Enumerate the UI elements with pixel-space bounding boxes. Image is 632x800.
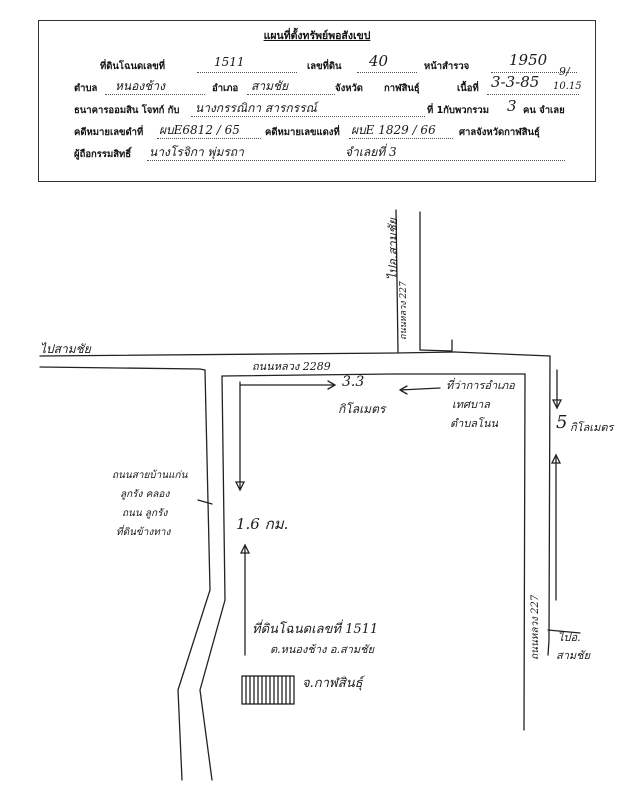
label-road-227-right: ถนนหลวง 227 (530, 594, 541, 660)
defendant-count-value: 3 (507, 97, 517, 115)
label-plot-line1: ที่ดินโฉนดเลขที่ 1511 (252, 622, 379, 637)
label-school-line2: ลูกรัง คลอง (120, 489, 170, 500)
black-case-label: คดีหมายเลขดำที่ (74, 127, 144, 138)
side-road-right-edge (200, 376, 225, 780)
defendant-suffix: คน จำเลย (523, 105, 565, 116)
label-plot-line2: ต.หนองช้าง อ.สามชัย (270, 643, 375, 656)
red-case-value: ผบE 1829 / 66 (351, 123, 436, 137)
court-label: ศาลจังหวัดกาฬสินธุ์ (459, 127, 540, 138)
label-plot-line3: จ.กาฬสินธุ์ (302, 676, 363, 691)
area-fraction-top: 9/ (559, 65, 570, 78)
plaintiff-label: ธนาคารออมสิน โจทก์ กับ (74, 105, 180, 116)
land-plot-hatch (242, 676, 294, 704)
deed-value: 1511 (214, 55, 245, 69)
arrow-office-line (400, 388, 440, 390)
owner-label: ผู้ถือกรรมสิทธิ์ (74, 149, 132, 160)
red-case-label: คดีหมายเลขแดงที่ (265, 127, 340, 138)
subdistrict-value: หนองช้าง (115, 79, 165, 93)
defendant-count-label: ที่ 1กับพวกรวม (427, 105, 490, 116)
label-distance-3-3: 3.3 (342, 374, 365, 390)
province-label: จังหวัด (335, 83, 363, 94)
black-case-value: ผบE6812 / 65 (159, 123, 240, 137)
area-fraction-bottom: 10.15 (553, 81, 582, 92)
survey-value: 1950 (509, 51, 548, 69)
label-top-road-end: ไปอ.สามชัย (386, 218, 400, 280)
label-distance-3-3-unit: กิโลเมตร (338, 402, 386, 416)
label-office-line3: ตำบลโนน (450, 417, 498, 430)
label-school-line1: ถนนสายบ้านแก่น (112, 470, 188, 481)
road-2289-bottom-edge (40, 367, 205, 370)
deed-label: ที่ดินโฉนดเลขที่ (100, 61, 165, 72)
label-road-227-top: ถนนหลวง 227 (399, 281, 409, 340)
label-end-right-line2: สามชัย (556, 649, 591, 662)
district-value: สามชัย (251, 79, 289, 93)
label-left-road-end: ไปสามชัย (40, 342, 91, 356)
label-school-line4: ที่ดินข้างทาง (116, 527, 171, 538)
subdistrict-label: ตำบล (74, 83, 98, 94)
document-title: แผนที่ตั้งทรัพย์พอสังเขป (263, 30, 371, 42)
district-label: อำเภอ (212, 83, 239, 94)
label-office-line1: ที่ว่าการอำเภอ (446, 379, 515, 392)
owner-extra: จำเลยที่ 3 (345, 145, 397, 159)
label-distance-5-unit: กิโลเมตร (570, 421, 614, 434)
label-distance-1-6: 1.6 กม. (236, 515, 289, 533)
label-end-right-line1: ไปอ. (558, 631, 581, 644)
side-road-left-edge (178, 370, 210, 780)
arrow-school (198, 500, 212, 504)
road-corner (420, 340, 452, 351)
road-2289-top-edge (40, 352, 455, 356)
area-value: 3-3-85 (491, 73, 540, 91)
label-distance-5: 5 (556, 412, 568, 433)
label-school-line3: ถนน ลูกรัง (122, 508, 168, 519)
owner-value: นางโรจิกา พุ่มรถา (149, 145, 244, 159)
land-value: 40 (369, 52, 389, 70)
land-label: เลขที่ดิน (307, 61, 342, 72)
survey-label: หน้าสำรวจ (424, 61, 470, 72)
plaintiff-value: นางกรรณิกา สารกรรณ์ (195, 101, 317, 115)
area-label: เนื้อที่ (457, 83, 479, 94)
label-road-2289: ถนนหลวง 2289 (252, 360, 331, 373)
province-value: กาฬสินธุ์ (384, 83, 420, 94)
label-office-line2: เทศบาล (452, 398, 490, 411)
